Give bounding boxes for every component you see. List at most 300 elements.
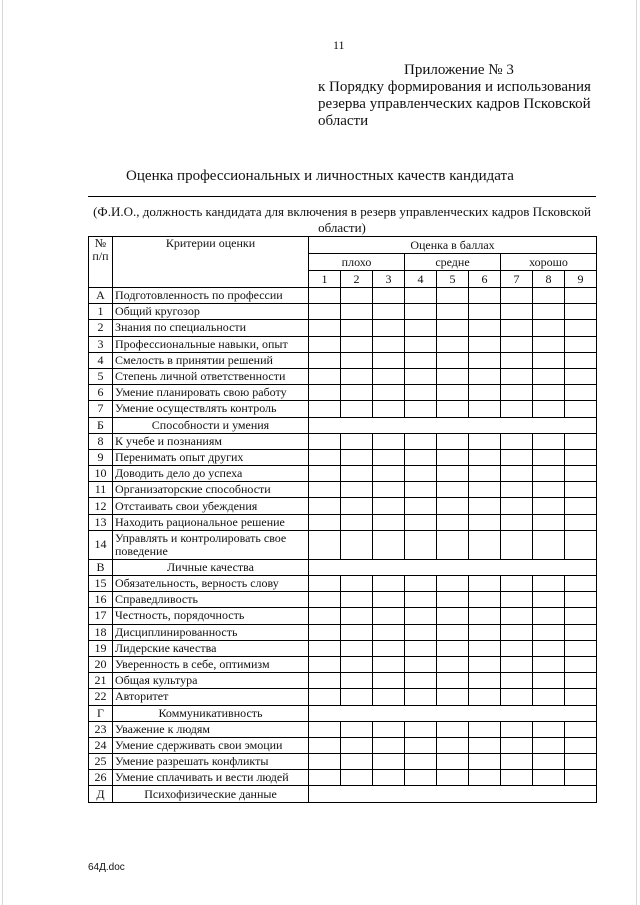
score-cell-3[interactable] (373, 592, 405, 608)
score-cell-5[interactable] (437, 770, 469, 786)
score-cell-7[interactable] (501, 721, 533, 737)
score-cell-1[interactable] (309, 401, 341, 417)
score-cell-4[interactable] (405, 352, 437, 368)
score-cell-5[interactable] (437, 385, 469, 401)
score-cell-5[interactable] (437, 336, 469, 352)
score-cell-6[interactable] (469, 608, 501, 624)
score-cell-4[interactable] (405, 754, 437, 770)
table-row (89, 656, 597, 672)
score-cell-9[interactable] (565, 385, 597, 401)
score-cell-9[interactable] (565, 576, 597, 592)
score-cell-4[interactable] (405, 673, 437, 689)
score-cell-7[interactable] (501, 433, 533, 449)
table-row (89, 640, 597, 656)
score-cell-1[interactable] (309, 592, 341, 608)
score-cell-5[interactable] (437, 433, 469, 449)
score-cell-4[interactable] (405, 401, 437, 417)
score-cell-6[interactable] (469, 640, 501, 656)
score-cell-2[interactable] (341, 576, 373, 592)
score-cell-6[interactable] (469, 689, 501, 705)
score-cell-9[interactable] (565, 449, 597, 465)
score-cell-5[interactable] (437, 498, 469, 514)
score-cell-6[interactable] (469, 385, 501, 401)
score-cell-1[interactable] (309, 352, 341, 368)
score-cell-6[interactable] (469, 368, 501, 384)
score-cell-7[interactable] (501, 449, 533, 465)
score-cell-5[interactable] (437, 530, 469, 559)
score-cell-8[interactable] (533, 592, 565, 608)
table-row (89, 608, 597, 624)
score-cell-6[interactable] (469, 466, 501, 482)
score-cell-1[interactable] (309, 624, 341, 640)
score-cell-9[interactable] (565, 352, 597, 368)
score-cell-9[interactable] (565, 721, 597, 737)
score-cell-9[interactable] (565, 320, 597, 336)
score-cell-4[interactable] (405, 608, 437, 624)
score-cell-2[interactable] (341, 737, 373, 753)
score-cell-6[interactable] (469, 498, 501, 514)
score-cell-2[interactable] (341, 336, 373, 352)
score-cell-7[interactable] (501, 304, 533, 320)
score-cell-4[interactable] (405, 530, 437, 559)
score-cell-4[interactable] (405, 498, 437, 514)
score-cell-5[interactable] (437, 401, 469, 417)
score-cell-9[interactable] (565, 336, 597, 352)
score-cell-2[interactable] (341, 608, 373, 624)
score-cell-3[interactable] (373, 640, 405, 656)
annex-line: резерва управленческих кадров Псковской (318, 96, 591, 112)
criterion-label: Лидерские качества (113, 640, 309, 656)
score-cell-1[interactable] (309, 656, 341, 672)
score-cell-2[interactable] (341, 624, 373, 640)
score-cell-2[interactable] (341, 592, 373, 608)
score-cell-5[interactable] (437, 640, 469, 656)
score-cell-3[interactable] (373, 433, 405, 449)
score-cell-7[interactable] (501, 576, 533, 592)
score-cell-5[interactable] (437, 624, 469, 640)
score-cell-1[interactable] (309, 673, 341, 689)
score-cell-4[interactable] (405, 592, 437, 608)
score-cell-9[interactable] (565, 608, 597, 624)
score-cell-6[interactable] (469, 352, 501, 368)
score-cell-9[interactable] (565, 592, 597, 608)
score-cell-1[interactable] (309, 320, 341, 336)
score-cell-5[interactable] (437, 592, 469, 608)
scan-edge-right (636, 0, 637, 905)
score-cell-5[interactable] (437, 608, 469, 624)
score-cell-5[interactable] (437, 754, 469, 770)
score-cell-6[interactable] (469, 673, 501, 689)
score-cell-3[interactable] (373, 673, 405, 689)
score-cell-7[interactable] (501, 482, 533, 498)
score-cell-3[interactable] (373, 624, 405, 640)
criterion-label: Уважение к людям (113, 721, 309, 737)
score-cell-7[interactable] (501, 754, 533, 770)
score-cell-1[interactable] (309, 770, 341, 786)
score-cell-9[interactable] (565, 368, 597, 384)
score-cell-4[interactable] (405, 721, 437, 737)
score-cell-6[interactable] (469, 592, 501, 608)
score-cell-2[interactable] (341, 449, 373, 465)
score-cell-8[interactable] (533, 514, 565, 530)
section-label: Коммуникативность (113, 705, 309, 721)
score-cell-2[interactable] (341, 656, 373, 672)
fio-underline (88, 196, 596, 197)
score-cell-7[interactable] (501, 640, 533, 656)
criterion-label: Умение сплачивать и вести людей (113, 770, 309, 786)
score-cell-3[interactable] (373, 385, 405, 401)
table-row (89, 689, 597, 705)
table-row (89, 737, 597, 753)
score-cell-5[interactable] (437, 466, 469, 482)
score-cell-8[interactable] (533, 754, 565, 770)
score-cell-3[interactable] (373, 352, 405, 368)
score-cell-4[interactable] (405, 466, 437, 482)
row-number: 25 (89, 754, 113, 770)
score-cell-8[interactable] (533, 482, 565, 498)
score-cell-7[interactable] (501, 385, 533, 401)
criterion-label: Профессиональные навыки, опыт (113, 336, 309, 352)
score-cell-8[interactable] (533, 449, 565, 465)
score-cell-7[interactable] (501, 737, 533, 753)
score-cell-3[interactable] (373, 656, 405, 672)
score-cell-1[interactable] (309, 737, 341, 753)
row-number: Д (89, 786, 113, 802)
row-number: 13 (89, 514, 113, 530)
score-cell-3[interactable] (373, 288, 405, 304)
score-cell-9[interactable] (565, 737, 597, 753)
score-cell-2[interactable] (341, 498, 373, 514)
criterion-label: Знания по специальности (113, 320, 309, 336)
score-cell-5[interactable] (437, 656, 469, 672)
annex-line: области (318, 113, 369, 129)
score-cell-5[interactable] (437, 288, 469, 304)
score-cell-7[interactable] (501, 336, 533, 352)
score-cell-9[interactable] (565, 754, 597, 770)
score-cell-1[interactable] (309, 385, 341, 401)
score-cell-2[interactable] (341, 385, 373, 401)
score-cell-9[interactable] (565, 656, 597, 672)
score-cell-6[interactable] (469, 576, 501, 592)
score-cell-4[interactable] (405, 514, 437, 530)
score-cell-9[interactable] (565, 482, 597, 498)
score-cell-6[interactable] (469, 624, 501, 640)
header-score-1: 1 (309, 271, 341, 288)
score-cell-1[interactable] (309, 433, 341, 449)
row-number: В (89, 559, 113, 575)
score-cell-4[interactable] (405, 368, 437, 384)
score-cell-1[interactable] (309, 530, 341, 559)
score-cell-6[interactable] (469, 336, 501, 352)
score-cell-2[interactable] (341, 368, 373, 384)
score-cell-1[interactable] (309, 721, 341, 737)
table-row (89, 673, 597, 689)
section-blank (309, 705, 597, 721)
score-cell-8[interactable] (533, 304, 565, 320)
score-cell-2[interactable] (341, 466, 373, 482)
score-cell-4[interactable] (405, 482, 437, 498)
score-cell-6[interactable] (469, 770, 501, 786)
score-cell-3[interactable] (373, 304, 405, 320)
score-cell-8[interactable] (533, 624, 565, 640)
score-cell-3[interactable] (373, 754, 405, 770)
score-cell-4[interactable] (405, 656, 437, 672)
score-cell-8[interactable] (533, 320, 565, 336)
score-cell-2[interactable] (341, 721, 373, 737)
file-name: 64Д.doc (88, 862, 125, 873)
score-cell-8[interactable] (533, 352, 565, 368)
score-cell-5[interactable] (437, 514, 469, 530)
score-cell-9[interactable] (565, 689, 597, 705)
score-cell-3[interactable] (373, 737, 405, 753)
table-row (89, 433, 597, 449)
score-cell-5[interactable] (437, 304, 469, 320)
score-cell-8[interactable] (533, 288, 565, 304)
criterion-label: Обязательность, верность слову (113, 576, 309, 592)
score-cell-5[interactable] (437, 689, 469, 705)
annex-title: Приложение № 3 (404, 62, 514, 78)
score-cell-2[interactable] (341, 482, 373, 498)
score-cell-1[interactable] (309, 449, 341, 465)
score-cell-8[interactable] (533, 689, 565, 705)
score-cell-6[interactable] (469, 401, 501, 417)
score-cell-8[interactable] (533, 401, 565, 417)
score-cell-9[interactable] (565, 304, 597, 320)
score-cell-4[interactable] (405, 689, 437, 705)
score-cell-3[interactable] (373, 608, 405, 624)
section-label: Способности и умения (113, 417, 309, 433)
score-cell-4[interactable] (405, 737, 437, 753)
header-score-6: 6 (469, 271, 501, 288)
score-cell-7[interactable] (501, 656, 533, 672)
score-cell-4[interactable] (405, 288, 437, 304)
score-cell-3[interactable] (373, 530, 405, 559)
score-cell-8[interactable] (533, 530, 565, 559)
score-cell-2[interactable] (341, 754, 373, 770)
score-cell-2[interactable] (341, 304, 373, 320)
table-row (89, 498, 597, 514)
table-row (89, 288, 597, 304)
header-group-good: хорошо (501, 254, 597, 271)
score-cell-1[interactable] (309, 514, 341, 530)
score-cell-3[interactable] (373, 721, 405, 737)
score-cell-3[interactable] (373, 482, 405, 498)
score-cell-5[interactable] (437, 320, 469, 336)
score-cell-3[interactable] (373, 576, 405, 592)
table-row (89, 770, 597, 786)
score-cell-8[interactable] (533, 737, 565, 753)
score-cell-3[interactable] (373, 449, 405, 465)
score-cell-9[interactable] (565, 433, 597, 449)
score-cell-7[interactable] (501, 689, 533, 705)
row-number: 8 (89, 433, 113, 449)
score-cell-7[interactable] (501, 401, 533, 417)
score-cell-6[interactable] (469, 320, 501, 336)
score-cell-9[interactable] (565, 514, 597, 530)
score-cell-7[interactable] (501, 466, 533, 482)
score-cell-9[interactable] (565, 498, 597, 514)
score-cell-7[interactable] (501, 288, 533, 304)
score-cell-2[interactable] (341, 433, 373, 449)
annex-header (318, 62, 618, 130)
criterion-label: Перенимать опыт других (113, 449, 309, 465)
score-cell-3[interactable] (373, 770, 405, 786)
score-cell-3[interactable] (373, 336, 405, 352)
score-cell-6[interactable] (469, 721, 501, 737)
score-cell-7[interactable] (501, 514, 533, 530)
score-cell-8[interactable] (533, 498, 565, 514)
score-cell-1[interactable] (309, 466, 341, 482)
score-cell-6[interactable] (469, 514, 501, 530)
header-score-2: 2 (341, 271, 373, 288)
score-cell-6[interactable] (469, 754, 501, 770)
score-cell-8[interactable] (533, 385, 565, 401)
score-cell-3[interactable] (373, 498, 405, 514)
score-cell-7[interactable] (501, 592, 533, 608)
score-cell-8[interactable] (533, 721, 565, 737)
score-cell-7[interactable] (501, 770, 533, 786)
score-cell-4[interactable] (405, 640, 437, 656)
score-cell-7[interactable] (501, 624, 533, 640)
score-cell-5[interactable] (437, 737, 469, 753)
score-cell-5[interactable] (437, 449, 469, 465)
criterion-label: Смелость в принятии решений (113, 352, 309, 368)
score-cell-6[interactable] (469, 656, 501, 672)
score-cell-1[interactable] (309, 754, 341, 770)
score-cell-2[interactable] (341, 640, 373, 656)
score-cell-4[interactable] (405, 304, 437, 320)
fio-caption-line: области) (318, 220, 366, 235)
score-cell-4[interactable] (405, 433, 437, 449)
row-number: 14 (89, 530, 113, 559)
criterion-label: Умение осуществлять контроль (113, 401, 309, 417)
score-cell-4[interactable] (405, 320, 437, 336)
score-cell-9[interactable] (565, 673, 597, 689)
score-cell-1[interactable] (309, 482, 341, 498)
table-section-row (89, 705, 597, 721)
criterion-label: Дисциплинированность (113, 624, 309, 640)
score-cell-5[interactable] (437, 482, 469, 498)
score-cell-1[interactable] (309, 576, 341, 592)
score-cell-6[interactable] (469, 530, 501, 559)
score-cell-7[interactable] (501, 530, 533, 559)
score-cell-4[interactable] (405, 336, 437, 352)
table-row (89, 576, 597, 592)
score-cell-2[interactable] (341, 689, 373, 705)
score-cell-6[interactable] (469, 449, 501, 465)
score-cell-8[interactable] (533, 656, 565, 672)
criterion-label: Умение разрешать конфликты (113, 754, 309, 770)
row-number: 24 (89, 737, 113, 753)
score-cell-9[interactable] (565, 770, 597, 786)
score-cell-2[interactable] (341, 530, 373, 559)
table-row (89, 401, 597, 417)
score-cell-8[interactable] (533, 466, 565, 482)
score-cell-9[interactable] (565, 401, 597, 417)
score-cell-1[interactable] (309, 336, 341, 352)
score-cell-8[interactable] (533, 673, 565, 689)
score-cell-8[interactable] (533, 336, 565, 352)
score-cell-6[interactable] (469, 288, 501, 304)
score-cell-4[interactable] (405, 385, 437, 401)
score-cell-6[interactable] (469, 433, 501, 449)
score-cell-4[interactable] (405, 449, 437, 465)
score-cell-6[interactable] (469, 482, 501, 498)
score-cell-8[interactable] (533, 433, 565, 449)
score-cell-5[interactable] (437, 368, 469, 384)
score-cell-7[interactable] (501, 608, 533, 624)
score-cell-1[interactable] (309, 288, 341, 304)
score-cell-8[interactable] (533, 368, 565, 384)
score-cell-9[interactable] (565, 288, 597, 304)
score-cell-3[interactable] (373, 466, 405, 482)
score-cell-1[interactable] (309, 689, 341, 705)
row-number: 21 (89, 673, 113, 689)
score-cell-1[interactable] (309, 368, 341, 384)
score-cell-6[interactable] (469, 737, 501, 753)
score-cell-9[interactable] (565, 640, 597, 656)
score-cell-1[interactable] (309, 608, 341, 624)
score-cell-2[interactable] (341, 514, 373, 530)
score-cell-3[interactable] (373, 320, 405, 336)
score-cell-2[interactable] (341, 352, 373, 368)
row-number: 22 (89, 689, 113, 705)
score-cell-7[interactable] (501, 498, 533, 514)
score-cell-7[interactable] (501, 320, 533, 336)
score-cell-3[interactable] (373, 689, 405, 705)
score-cell-8[interactable] (533, 640, 565, 656)
score-cell-2[interactable] (341, 288, 373, 304)
score-cell-1[interactable] (309, 498, 341, 514)
score-cell-4[interactable] (405, 770, 437, 786)
score-cell-4[interactable] (405, 624, 437, 640)
score-cell-1[interactable] (309, 640, 341, 656)
score-cell-7[interactable] (501, 352, 533, 368)
criterion-label: Организаторские способности (113, 482, 309, 498)
score-cell-5[interactable] (437, 673, 469, 689)
section-label: Личные качества (113, 559, 309, 575)
row-number: 2 (89, 320, 113, 336)
score-cell-2[interactable] (341, 401, 373, 417)
score-cell-1[interactable] (309, 304, 341, 320)
score-cell-5[interactable] (437, 576, 469, 592)
score-cell-5[interactable] (437, 352, 469, 368)
score-cell-3[interactable] (373, 368, 405, 384)
score-cell-6[interactable] (469, 304, 501, 320)
row-number: 6 (89, 385, 113, 401)
score-cell-3[interactable] (373, 401, 405, 417)
criterion-label: Подготовленность по профессии (113, 288, 309, 304)
score-cell-4[interactable] (405, 576, 437, 592)
score-cell-8[interactable] (533, 576, 565, 592)
score-cell-7[interactable] (501, 368, 533, 384)
criterion-label: Отстаивать свои убеждения (113, 498, 309, 514)
row-number: 5 (89, 368, 113, 384)
score-cell-8[interactable] (533, 608, 565, 624)
score-cell-7[interactable] (501, 673, 533, 689)
row-number: 18 (89, 624, 113, 640)
score-cell-9[interactable] (565, 530, 597, 559)
score-cell-8[interactable] (533, 770, 565, 786)
score-cell-9[interactable] (565, 466, 597, 482)
score-cell-3[interactable] (373, 514, 405, 530)
score-cell-2[interactable] (341, 770, 373, 786)
header-score-5: 5 (437, 271, 469, 288)
score-cell-5[interactable] (437, 721, 469, 737)
score-cell-2[interactable] (341, 673, 373, 689)
score-cell-2[interactable] (341, 320, 373, 336)
score-cell-9[interactable] (565, 624, 597, 640)
